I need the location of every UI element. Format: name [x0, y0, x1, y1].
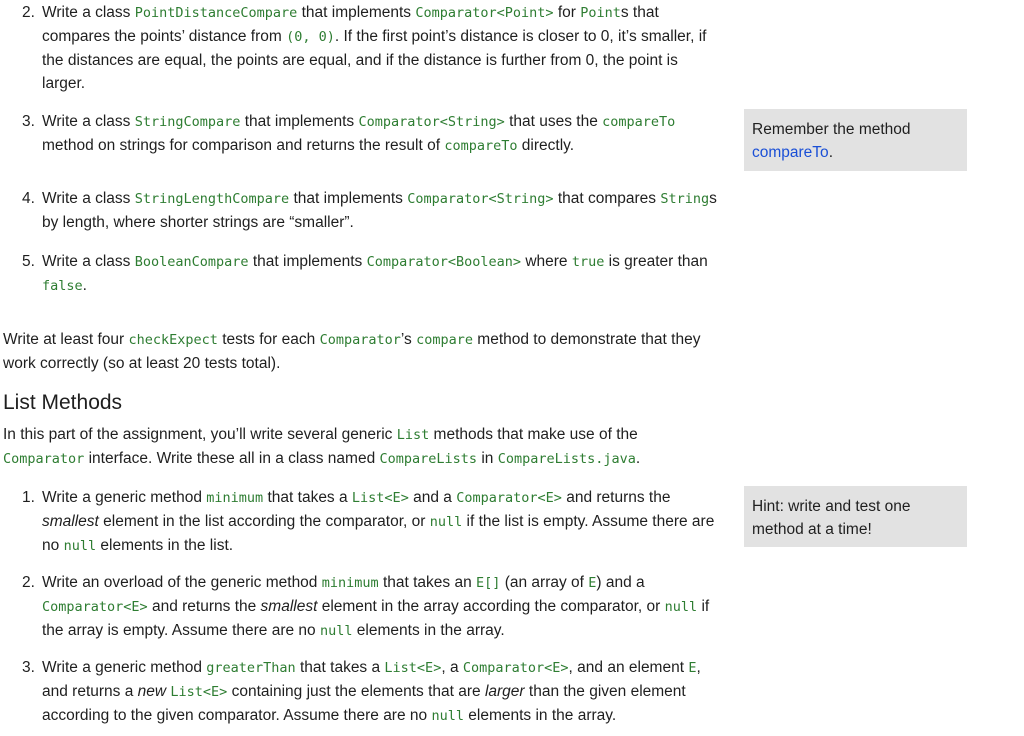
- text-run: is greater than: [604, 253, 708, 270]
- inline-code: Comparator<Point>: [415, 5, 554, 21]
- text-run: s that compares the points’ distance from: [42, 4, 659, 45]
- inline-code: PointDistanceCompare: [134, 5, 298, 21]
- item-text: [42, 571, 722, 643]
- inline-code: true: [571, 254, 605, 270]
- text-run: Write at least four: [3, 331, 129, 348]
- inline-code: E: [688, 660, 697, 676]
- tests-paragraph: [3, 328, 723, 375]
- inline-code: Comparator: [3, 451, 85, 467]
- section-heading: List Methods: [3, 391, 123, 414]
- item-number: 2.: [22, 574, 35, 591]
- inline-code: List: [396, 427, 430, 443]
- text-run: tests for each: [217, 331, 320, 348]
- inline-code: greaterThan: [206, 660, 296, 676]
- list-item: [22, 250, 722, 298]
- text-run: and returns the: [561, 489, 671, 506]
- text-run: methods that make use of the: [429, 426, 638, 443]
- list-item: [22, 486, 722, 558]
- text-run: directly.: [517, 137, 575, 154]
- text-run: elements in the array.: [463, 707, 617, 724]
- text-run: Write a class: [42, 113, 135, 130]
- text-run: . If the first point’s distance is closer to 0, it’s smaller, if the distances are equal, the points are equal, and if the distance is further from 0, the point is larger.: [42, 28, 707, 92]
- text-run: containing just the elements that are: [227, 683, 485, 700]
- inline-code: compareTo: [602, 114, 676, 130]
- text-run: that implements: [240, 113, 359, 130]
- inline-code: BooleanCompare: [134, 254, 249, 270]
- inline-code: false: [42, 278, 83, 294]
- text-run: method to demonstrate that they work correctly (so at least 20 tests total).: [3, 331, 701, 372]
- inline-code: Point: [580, 5, 621, 21]
- margin-note-compareto: [744, 109, 967, 171]
- item-text: [42, 1, 722, 95]
- list-item: [22, 571, 722, 643]
- text-run: .: [635, 450, 641, 467]
- text-run: elements in the list.: [96, 537, 234, 554]
- inline-code: null: [429, 514, 463, 530]
- inline-code: Comparator<String>: [358, 114, 505, 130]
- note-text: Remember the method: [752, 121, 911, 138]
- text-run: and returns the: [147, 598, 261, 615]
- text-run: in: [477, 450, 498, 467]
- inline-code: E: [588, 575, 597, 591]
- item-text: [42, 486, 722, 558]
- text-run: Write a class: [42, 4, 135, 21]
- inline-code: checkExpect: [128, 332, 218, 348]
- inline-code: List<E>: [170, 684, 228, 700]
- text-run: Write a generic method: [42, 489, 207, 506]
- inline-code: Comparator<E>: [42, 599, 148, 615]
- text-run: , and an element: [568, 659, 689, 676]
- text-run: , a: [441, 659, 463, 676]
- inline-code: minimum: [321, 575, 379, 591]
- inline-code: String: [660, 191, 710, 207]
- item-text: [42, 187, 722, 234]
- inline-code: Comparator<E>: [456, 490, 562, 506]
- intro-paragraph: [3, 423, 723, 471]
- emphasis: larger: [484, 683, 525, 700]
- inline-code: StringCompare: [134, 114, 241, 130]
- item-text: [42, 250, 722, 298]
- compareto-link[interactable]: compareTo: [752, 144, 829, 161]
- text-run: s by length, where shorter strings are “smaller”.: [42, 190, 717, 231]
- inline-code: CompareLists: [379, 451, 478, 467]
- list-item: [22, 656, 722, 728]
- item-number: 3.: [22, 113, 35, 130]
- inline-code: minimum: [206, 490, 264, 506]
- item-text: [42, 656, 722, 728]
- text-run: if the array is empty. Assume there are no: [42, 598, 710, 639]
- text-run: Write an overload of the generic method: [42, 574, 322, 591]
- inline-code: null: [664, 599, 698, 615]
- text-run: interface. Write these all in a class named: [84, 450, 380, 467]
- item-number: 4.: [22, 190, 35, 207]
- inline-code: StringLengthCompare: [134, 191, 290, 207]
- text-run: (an array of: [500, 574, 589, 591]
- text-run: element in the list according the comparator, or: [98, 513, 430, 530]
- text-run: for: [553, 4, 581, 21]
- text-run: that takes a: [263, 489, 352, 506]
- item-number: 2.: [22, 4, 35, 21]
- inline-code: List<E>: [351, 490, 409, 506]
- inline-code: null: [319, 623, 353, 639]
- text-run: that implements: [289, 190, 408, 207]
- list-item: [22, 187, 722, 234]
- text-run: ’s: [400, 331, 417, 348]
- emphasis: smallest: [260, 598, 318, 615]
- text-run: element in the array according the comparator, or: [317, 598, 665, 615]
- text-run: that implements: [297, 4, 416, 21]
- inline-code: E[]: [476, 575, 501, 591]
- text-run: that takes a: [295, 659, 385, 676]
- item-number: 5.: [22, 253, 35, 270]
- inline-code: null: [431, 708, 464, 724]
- text-run: where: [521, 253, 572, 270]
- list-item: [22, 1, 722, 95]
- note-period: .: [828, 144, 833, 161]
- text-run: Write a class: [42, 253, 135, 270]
- inline-code: null: [63, 538, 97, 554]
- inline-code: List<E>: [384, 660, 442, 676]
- text-run: .: [82, 277, 87, 294]
- text-run: ) and a: [596, 574, 645, 591]
- emphasis: new: [137, 683, 167, 700]
- item-number: 1.: [22, 489, 35, 506]
- inline-code: compareTo: [444, 138, 518, 154]
- inline-code: Comparator: [319, 332, 401, 348]
- text-run: Write a class: [42, 190, 135, 207]
- text-run: that uses the: [504, 113, 603, 130]
- inline-code: CompareLists.java: [497, 451, 636, 467]
- inline-code: (0, 0): [286, 29, 335, 45]
- item-number: 3.: [22, 659, 35, 676]
- text-run: method on strings for comparison and returns the result of: [42, 137, 445, 154]
- margin-note-hint: [744, 486, 967, 547]
- text-run: Write a generic method: [42, 659, 207, 676]
- text-run: than the given element according to the given comparator. Assume there are no: [42, 683, 686, 724]
- inline-code: Comparator<Boolean>: [366, 254, 522, 270]
- text-run: that takes an: [378, 574, 477, 591]
- text-run: , and returns a: [42, 659, 701, 700]
- text-run: elements in the array.: [352, 622, 505, 639]
- inline-code: Comparator<String>: [407, 191, 554, 207]
- list-item: [22, 110, 722, 158]
- inline-code: Comparator<E>: [462, 660, 569, 676]
- text-run: and a: [408, 489, 457, 506]
- text-run: if the list is empty. Assume there are no: [42, 513, 715, 554]
- text-run: In this part of the assignment, you’ll write several generic: [3, 426, 397, 443]
- item-text: [42, 110, 722, 158]
- emphasis: smallest: [42, 513, 99, 530]
- text-run: that compares: [553, 190, 661, 207]
- note-text: Hint: write and test one method at a time!: [752, 498, 911, 538]
- inline-code: compare: [416, 332, 473, 348]
- text-run: that implements: [248, 253, 367, 270]
